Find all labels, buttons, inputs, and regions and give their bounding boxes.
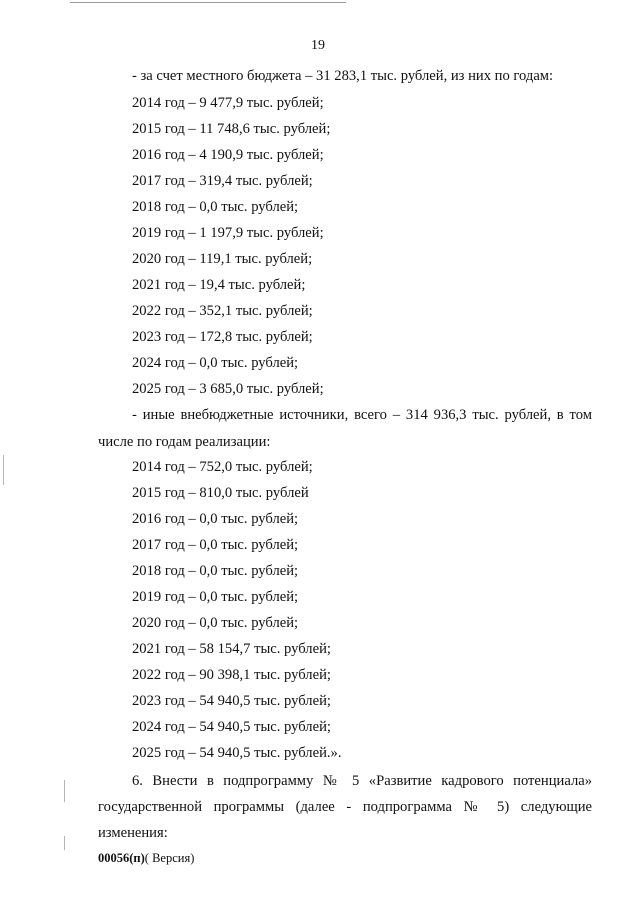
other-sources-year-line: 2022 год – 90 398,1 тыс. рублей;	[132, 667, 331, 683]
local-budget-year-line: 2015 год – 11 748,6 тыс. рублей;	[132, 121, 331, 137]
local-budget-year-line: 2016 год – 4 190,9 тыс. рублей;	[132, 147, 324, 163]
other-sources-year-line: 2016 год – 0,0 тыс. рублей;	[132, 511, 299, 527]
document-version: ( Версия)	[144, 851, 195, 865]
local-budget-year-line: 2024 год – 0,0 тыс. рублей;	[132, 355, 299, 371]
other-sources-heading-line1: - иные внебюджетные источники, всего – 314 936,3 тыс. рублей, в том	[132, 407, 592, 423]
local-budget-year-line: 2019 год – 1 197,9 тыс. рублей;	[132, 225, 324, 241]
local-budget-year-line: 2020 год – 119,1 тыс. рублей;	[132, 251, 313, 267]
other-sources-year-line: 2020 год – 0,0 тыс. рублей;	[132, 615, 299, 631]
other-sources-year-line: 2017 год – 0,0 тыс. рублей;	[132, 537, 299, 553]
page-number: 19	[311, 38, 325, 53]
local-budget-year-line: 2021 год – 19,4 тыс. рублей;	[132, 277, 306, 293]
top-rule	[70, 2, 346, 3]
other-sources-year-line: 2015 год – 810,0 тыс. рублей	[132, 485, 309, 501]
other-sources-year-line: 2021 год – 58 154,7 тыс. рублей;	[132, 641, 331, 657]
local-budget-heading: - за счет местного бюджета – 31 283,1 тыс. рублей, из них по годам:	[132, 68, 554, 84]
local-budget-year-line: 2017 год – 319,4 тыс. рублей;	[132, 173, 313, 189]
other-sources-year-line: 2019 год – 0,0 тыс. рублей;	[132, 589, 299, 605]
local-budget-year-line: 2023 год – 172,8 тыс. рублей;	[132, 329, 313, 345]
other-sources-year-line: 2025 год – 54 940,5 тыс. рублей.».	[132, 745, 342, 761]
paragraph6-line1: 6. Внести в подпрограмму № 5 «Развитие кадрового потенциала»	[132, 773, 592, 789]
other-sources-year-line: 2014 год – 752,0 тыс. рублей;	[132, 459, 313, 475]
local-budget-year-line: 2014 год – 9 477,9 тыс. рублей;	[132, 95, 324, 111]
paragraph6-line3: изменения:	[98, 825, 168, 841]
local-budget-year-line: 2018 год – 0,0 тыс. рублей;	[132, 199, 299, 215]
local-budget-year-line: 2025 год – 3 685,0 тыс. рублей;	[132, 381, 324, 397]
paragraph6-line2: государственной программы (далее - подпрограмма № 5) следующие	[98, 799, 592, 815]
local-budget-year-line: 2022 год – 352,1 тыс. рублей;	[132, 303, 313, 319]
other-sources-heading-line2: числе по годам реализации:	[98, 434, 271, 450]
other-sources-year-line: 2024 год – 54 940,5 тыс. рублей;	[132, 719, 331, 735]
other-sources-year-line: 2018 год – 0,0 тыс. рублей;	[132, 563, 299, 579]
scan-margin-mark	[64, 836, 65, 850]
scan-margin-mark	[3, 455, 4, 485]
other-sources-year-line: 2023 год – 54 940,5 тыс. рублей;	[132, 693, 331, 709]
document-footer	[98, 851, 194, 866]
document-code: 00056(п)	[98, 851, 145, 865]
scan-margin-mark	[64, 780, 65, 802]
